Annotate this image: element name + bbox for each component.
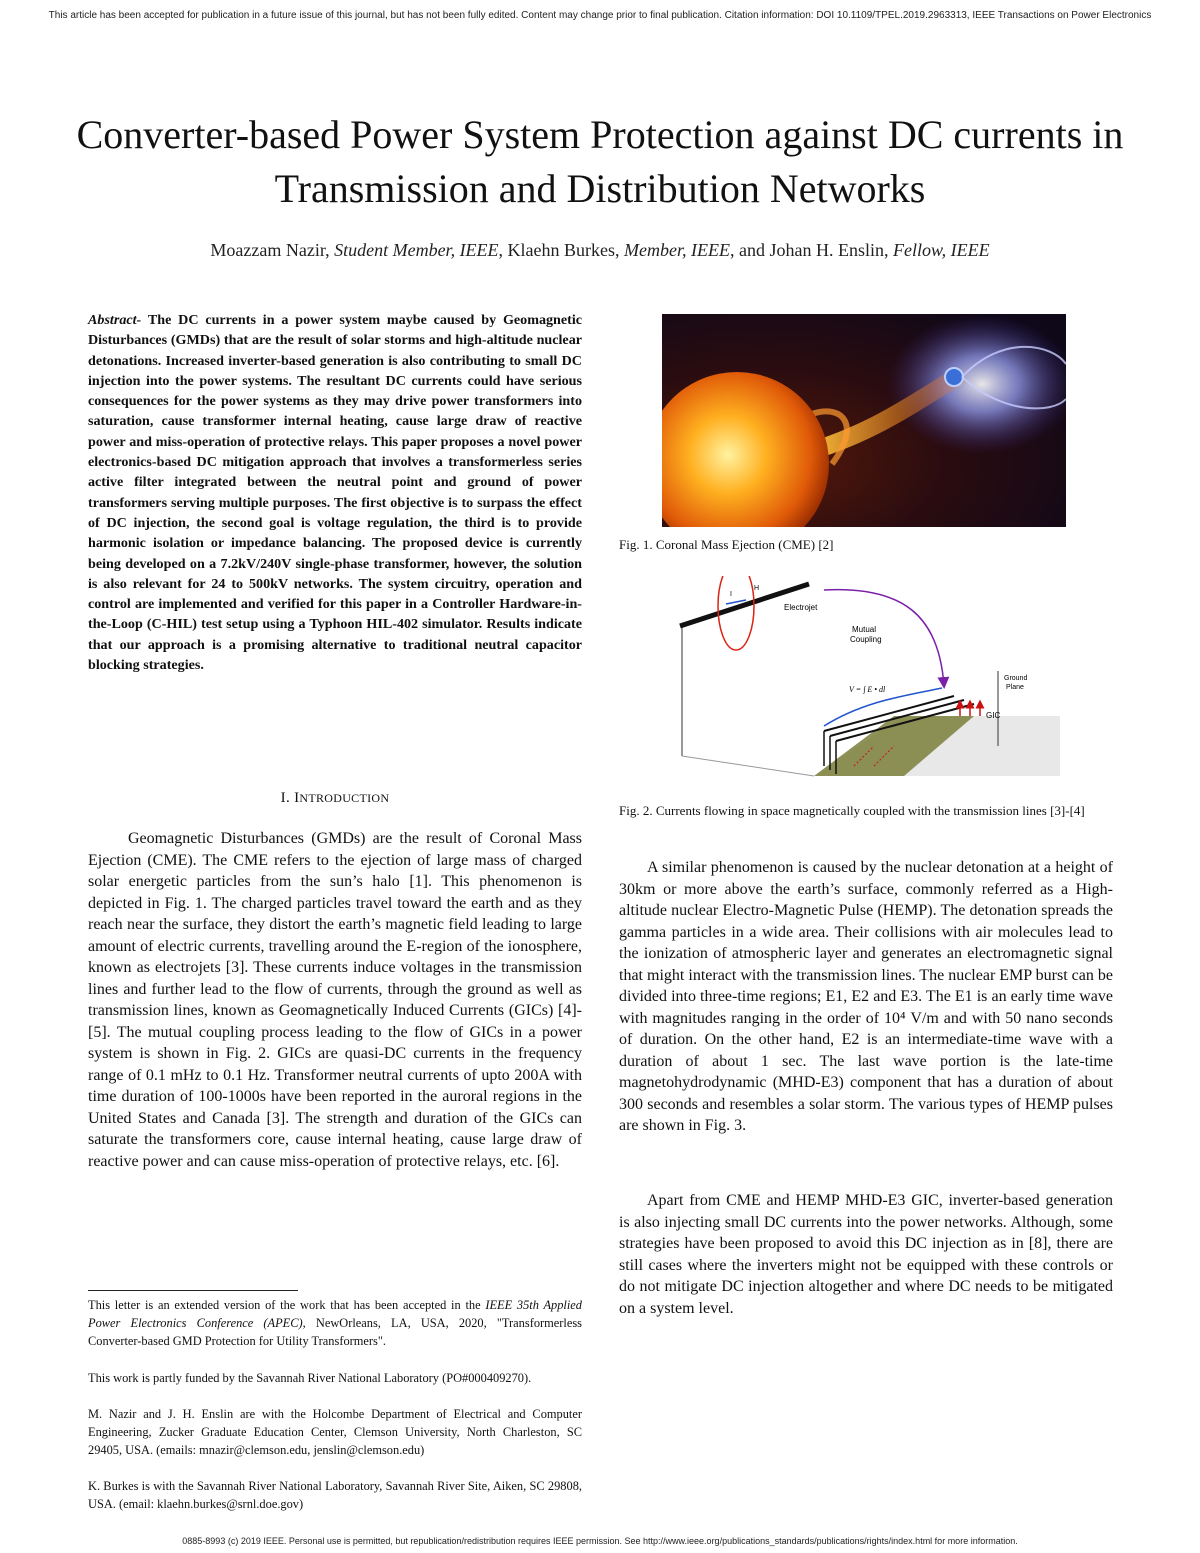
footnote-2: This work is partly funded by the Savannah River National Laboratory (PO#000409270). bbox=[88, 1371, 532, 1385]
running-header: This article has been accepted for publication in a future issue of this journal, but has not been fully edited. Content may change prior to final publication. Citation information: DOI 10.1109/TPEL.2019.2963313, IEEE Transactions on Power Electronics bbox=[48, 10, 1152, 21]
figure-2-diagram bbox=[674, 576, 1060, 780]
right-paragraph-2: Apart from CME and HEMP MHD-E3 GIC, inverter-based generation is also injecting small DC currents into the power networks. Although, some strategies have been proposed to avoid this DC injection as in [8], there are still cases where the inverters might not be equipped with these controls or do not mitigate DC injection altogether and where DC needs to be mitigated on a system level. bbox=[619, 1192, 1113, 1317]
intro-paragraph: Geomagnetic Disturbances (GMDs) are the result of Coronal Mass Ejection (CME). The CME refers to the ejection of large mass of charged solar energetic particles from the sun’s halo [1]. This phenomenon is depicted in Fig. 1. The charged particles travel toward the earth and as they reach near the surface, they distort the earth’s magnetic field leading to large amount of electric currents, travelling around the E-region of the ionosphere, known as electrojets [3]. These currents induce voltages in the transmission lines and further lead to the flow of currents, through the ground as well as transmission lines, known as Geomagnetically Induced Currents (GICs) [4]-[5]. The mutual coupling process leading to the flow of GICs in a power system is shown in Fig. 2. GICs are quasi-DC currents in the frequency range of 0.1 mHz to 0.1 Hz. Transformer neutral currents of upto 200A with time duration of 100-1000s have been reported in the auroral regions in the United States and Canada [3]. The strength and duration of the GICs can saturate the transformers core, cause internal heating, cause large draw of reactive power and can cause miss-operation of protective relays, etc. [6]. bbox=[88, 830, 582, 1170]
svg-text:Mutual: Mutual bbox=[852, 625, 877, 634]
svg-text:H: H bbox=[754, 585, 760, 592]
figure-2-caption: Fig. 2. Currents flowing in space magnetically coupled with the transmission lines [3]-[4] bbox=[619, 803, 1085, 818]
earth-icon bbox=[945, 368, 963, 386]
author-2: , Klaehn Burkes, bbox=[498, 240, 625, 260]
footnote-4: K. Burkes is with the Savannah River National Laboratory, Savannah River Site, Aiken, SC 29808, USA. (email: klaehn.burkes@srnl.doe.gov) bbox=[88, 1479, 582, 1512]
author-3-role: Fellow, IEEE bbox=[892, 240, 990, 260]
gic-label: GIC bbox=[986, 711, 1001, 720]
figure-1-image bbox=[662, 314, 1066, 527]
copyright-footer: 0885-8993 (c) 2019 IEEE. Personal use is permitted, but republication/redistribution requires IEEE permission. See http://www.ieee.org/publications_standards/publications/rights/index.html for more information. bbox=[182, 1536, 1018, 1546]
author-1: Moazzam Nazir, bbox=[210, 240, 335, 260]
voltage-formula: V = ∫ E • dl bbox=[849, 685, 886, 694]
svg-text:I: I bbox=[730, 591, 732, 598]
author-line bbox=[40, 240, 1160, 261]
figure-1-caption: Fig. 1. Coronal Mass Ejection (CME) [2] bbox=[619, 537, 834, 552]
section-heading: I. INTRODUCTION bbox=[280, 790, 390, 806]
svg-text:Coupling: Coupling bbox=[850, 635, 882, 644]
footnote-3: M. Nazir and J. H. Enslin are with the Holcombe Department of Electrical and Computer Engineering, Zucker Graduate Education Center, Clemson University, North Charleston, SC 29405, USA. (emails: mnazir@clemson.edu, jenslin@clemson.edu) bbox=[88, 1407, 582, 1458]
footnote-rule bbox=[88, 1290, 298, 1291]
electrojet-label: Electrojet bbox=[784, 603, 818, 612]
abstract bbox=[88, 310, 582, 675]
footnote-1: This letter is an extended version of the work that has been accepted in the IEEE 35th Applied Power Electronics Conference (APEC), NewOrleans, LA, USA, 2020, "Transformerless Converter-based GMD Protection for Utility Transformers". bbox=[88, 1298, 582, 1349]
author-3: , and Johan H. Enslin, bbox=[730, 240, 893, 260]
abstract-lead: Abstract- bbox=[88, 312, 142, 328]
mutual-coupling-arrow bbox=[824, 590, 944, 686]
svg-text:Ground: Ground bbox=[1004, 675, 1028, 682]
right-paragraph-1: A similar phenomenon is caused by the nuclear detonation at a height of 30km or more above the earth’s surface, commonly referred as a High-altitude nuclear Electro-Magnetic Pulse (HEMP). The detonation spreads the gamma particles in a wide area. Their collisions with air molecules lead to the ionization of atmospheric layer and generates an electromagnetic signal that might interact with the transmission lines. The nuclear EMP burst can be divided into three-time regions; E1, E2 and E3. The E1 is an early time wave with magnitudes ranging in the order of 10⁴ V/m and with 50 nano seconds of duration. On the other hand, E2 is an intermediate-time wave with a duration of about 1 sec. The last wave portion is the late-time magnetohydrodynamic (MHD-E3) component that has a duration of about 300 seconds and resembles a solar storm. The various types of HEMP pulses are shown in Fig. 3. bbox=[619, 859, 1113, 1134]
abstract-text: The DC currents in a power system maybe caused by Geomagnetic Disturbances (GMDs) that are the result of solar storms and high-altitude nuclear detonations. Increased inverter-based generation is also contributing to small DC injection into the power systems. The resultant DC currents could have serious consequences for the power systems as they may drive power transformers into saturation, cause transformer internal heating, cause large draw of reactive power and miss-operation of protective relays. This paper proposes a novel power electronics-based DC mitigation approach that involves a transformerless series active filter integrated between the neutral point and ground of power transformers serving multiple purposes. The first objective is to surpass the effect of DC injection, the second goal is voltage regulation, the third is to provide harmonic isolation or impedance balancing. The proposed device is currently being developed on a 7.2kV/240V single-phase transformer, however, the solution is also relevant for 24 to 500kV networks. The system circuitry, operation and control are implemented and verified for this paper in a Controller Hardware-in-the-Loop (C-HIL) test setup using a Typhoon HIL-402 simulator. Results indicate that our approach is a promising alternative to traditional neutral capacitor blocking strategies. bbox=[88, 312, 582, 674]
author-2-role: Member, IEEE bbox=[624, 240, 730, 260]
author-1-role: Student Member, IEEE bbox=[334, 240, 499, 260]
svg-text:Plane: Plane bbox=[1006, 684, 1024, 691]
paper-title: Converter-based Power System Protection against DC currents in Transmission and Distribution Networks bbox=[76, 112, 1124, 211]
